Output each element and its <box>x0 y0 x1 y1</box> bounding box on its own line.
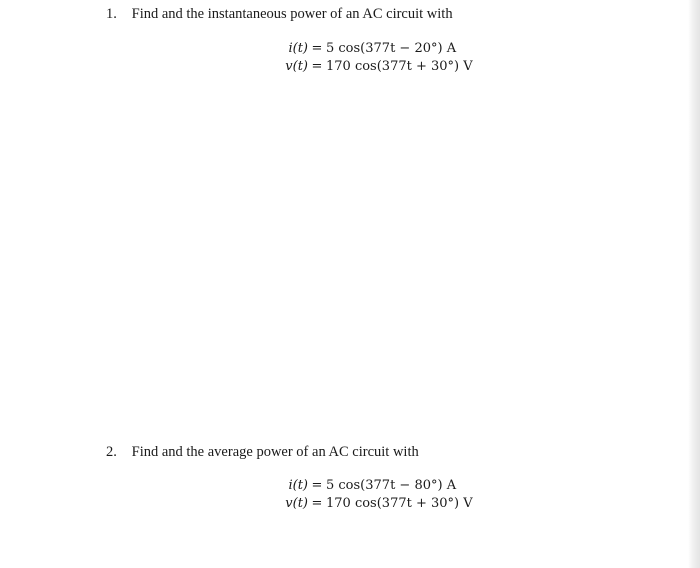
equals-sign: = <box>311 478 323 493</box>
equation-lhs: v(t) <box>285 496 308 511</box>
question-1-equations <box>282 40 473 76</box>
question-number: 2. <box>106 444 117 460</box>
question-number: 1. <box>106 6 117 22</box>
question-2 <box>106 444 419 461</box>
equation-lhs: i(t) <box>288 41 308 56</box>
equals-sign: = <box>311 41 323 56</box>
equation-rhs: 170 cos(377t + 30°) V <box>326 59 473 74</box>
current-equation <box>282 477 473 495</box>
current-equation <box>282 40 473 58</box>
voltage-equation <box>282 495 473 513</box>
equation-lhs: v(t) <box>285 59 308 74</box>
equals-sign: = <box>311 59 323 74</box>
voltage-equation <box>282 58 473 76</box>
question-2-equations <box>282 477 473 513</box>
page-edge-shadow <box>688 0 700 568</box>
equation-lhs: i(t) <box>288 478 308 493</box>
equals-sign: = <box>311 496 323 511</box>
equation-rhs: 5 cos(377t − 20°) A <box>326 41 457 56</box>
equation-rhs: 5 cos(377t − 80°) A <box>326 478 457 493</box>
question-text: Find and the average power of an AC circuit with <box>131 444 419 460</box>
question-text: Find and the instantaneous power of an AC circuit with <box>131 6 453 22</box>
equation-rhs: 170 cos(377t + 30°) V <box>326 496 473 511</box>
question-1 <box>106 6 453 23</box>
